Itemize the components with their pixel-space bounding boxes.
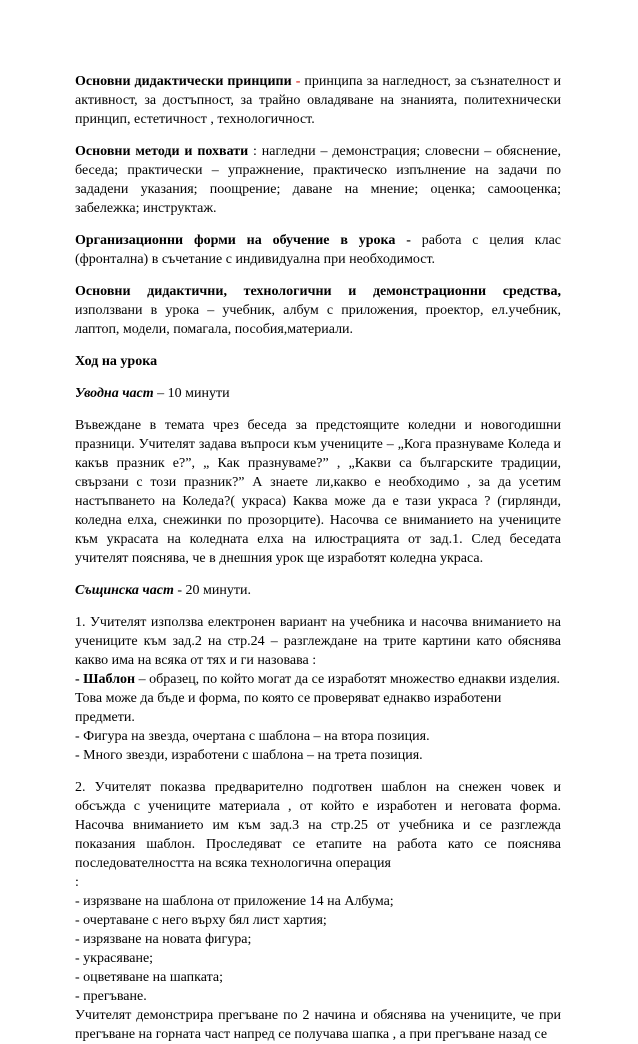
text-didactic-principles: принципа за нагледност, за съзнателност и активност, за достъпност, за трайно овладяване на знанията, политехнически принцип, естетичност , технологичност. bbox=[75, 74, 561, 127]
text-demonstration: Учителят демонстрира прегъване по 2 начина и обяснява на учениците, че при прегъване на горната част напред се получава шапка , а при прегъване назад се bbox=[75, 1008, 561, 1042]
text-organisational-forms: работа с целия клас (фронтална) в съчетание с индивидуална при необходимост. bbox=[75, 233, 561, 267]
heading-didactic-principles: Основни дидактически принципи bbox=[75, 74, 292, 89]
text-main-duration: - 20 минути. bbox=[173, 583, 251, 598]
document-body bbox=[75, 72, 561, 1044]
paragraph-lesson-course bbox=[75, 352, 561, 371]
heading-means: Основни дидактични, технологични и демонстрационни средства, bbox=[75, 284, 561, 299]
heading-methods: Основни методи и похвати bbox=[75, 144, 249, 159]
term-template: - Шаблон bbox=[75, 672, 136, 687]
text-step-1: 1. Учителят използва електронен вариант на учебника и насочва вниманието на учениците към зад.2 на стр.24 – разглеждане на трите картини като обяснява какво има на всяка от тях и ги назовава : bbox=[75, 615, 561, 668]
step-2-colon: : bbox=[75, 875, 79, 890]
paragraph-organisational-forms bbox=[75, 231, 561, 269]
paragraph-methods bbox=[75, 142, 561, 218]
paragraph-intro-text: Въвеждане в темата чрез беседа за предстоящите коледни и новогодишни празници. Учителят задава въпроси към учениците – „Кога празнуваме Коледа и какъв празник е?”, „ Как празнуваме?” , „Какви са българските традиции, свързани с този празник?” А знаете ли,какво е необходимо , за да усетим настъпването на Коледа?( украса) Каква може да е тази украса ? (гирлянди, коледна елха, снежинки по прозорците). Насочва се вниманието на учениците към украсата на коледната елха на илюстрацията от зад.1. След беседата учителят пояснява, че в днешния урок ще изработят коледна украса. bbox=[75, 418, 561, 566]
list-item: - изрязване на новата фигура; bbox=[75, 932, 252, 947]
list-item: - прегъване. bbox=[75, 989, 147, 1004]
paragraph-didactic-principles bbox=[75, 72, 561, 129]
paragraph-main-part bbox=[75, 581, 561, 600]
text-means: използвани в урока – учебник, албум с приложения, проектор, ел.учебник, лаптоп, модели, помагала, пособия,материали. bbox=[75, 303, 561, 337]
list-item: - оцветяване на шапката; bbox=[75, 970, 223, 985]
paragraph-means bbox=[75, 282, 561, 339]
red-dash: - bbox=[291, 74, 305, 89]
list-item: - Много звезди, изработени с шаблона – на трета позиция. bbox=[75, 748, 423, 763]
heading-main-part: Същинска част bbox=[75, 583, 174, 598]
list-item: - Фигура на звезда, очертана с шаблона – на втора позиция. bbox=[75, 729, 430, 744]
template-definition bbox=[75, 670, 561, 727]
heading-intro-part: Уводна част bbox=[75, 386, 154, 401]
text-step-2: 2. Учителят показва предварително подготвен шаблон на снежен човек и обсъжда с учениците материала , от който е изработен и неговата форма. Насочва вниманието им към зад.3 на стр.25 от учебника и се разглежда показания шаблон. Проследяват се етапите на работа като се пояснява последователността на всяка технологична операция bbox=[75, 780, 561, 871]
heading-organisational-forms: Организационни форми на обучение в урока - bbox=[75, 233, 411, 248]
list-item: - изрязване на шаблона от приложение 14 на Албума; bbox=[75, 894, 394, 909]
paragraph-step-2 bbox=[75, 778, 561, 1044]
list-item: - украсяване; bbox=[75, 951, 154, 966]
text-intro-duration: – 10 минути bbox=[153, 386, 230, 401]
text-template-definition: – образец, по който могат да се изработят множество еднакви изделия. Това може да бъде и форма, по която се проверяват еднакво изработени предмети. bbox=[75, 672, 561, 725]
heading-lesson-course: Ход на урока bbox=[75, 354, 158, 369]
list-item: - очертаване с него върху бял лист хартия; bbox=[75, 913, 327, 928]
text-methods: : нагледни – демонстрация; словесни – обяснение, беседа; практически – упражнение, практическо изпълнение на задачи по зададени указания; поощрение; даване на мнение; оценка; самооценка; забележка; инструктаж. bbox=[75, 144, 561, 216]
paragraph-intro-part bbox=[75, 384, 561, 403]
paragraph-step-1 bbox=[75, 613, 561, 765]
